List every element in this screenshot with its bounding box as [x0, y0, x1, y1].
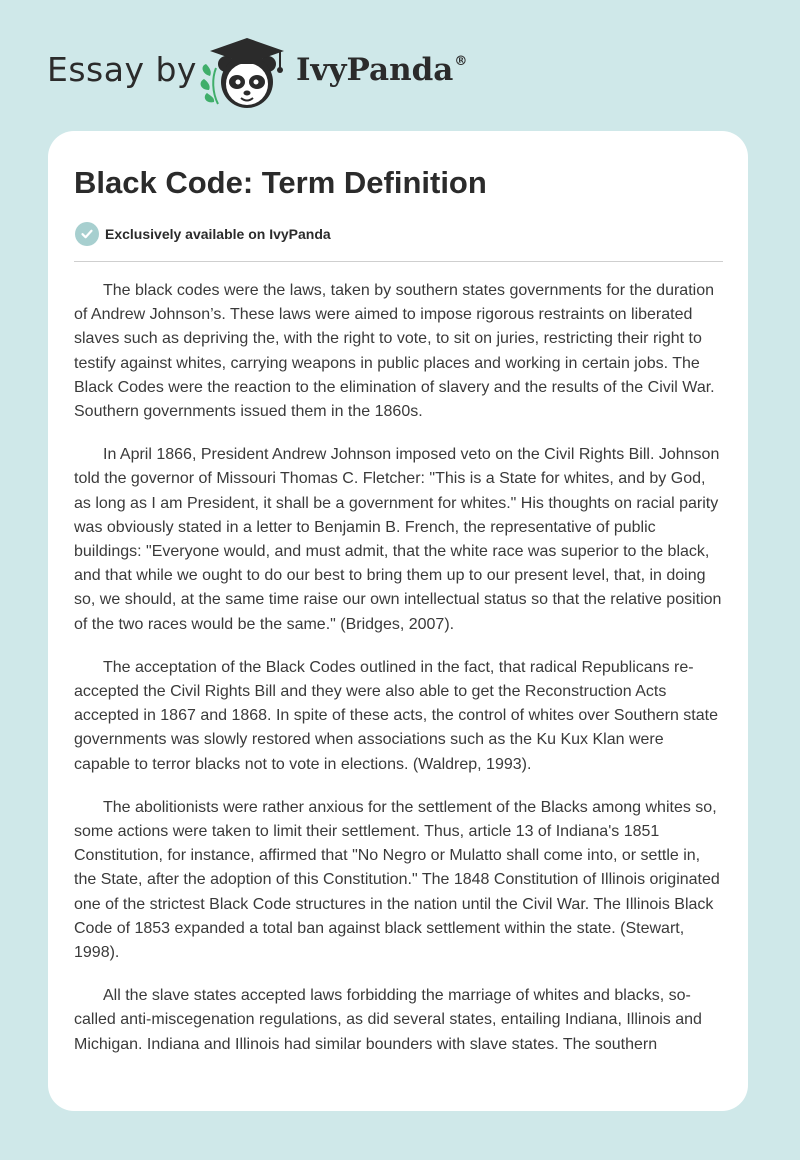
essay-card — [48, 131, 748, 1111]
trademark-symbol: ® — [454, 54, 468, 69]
title-divider — [74, 261, 723, 262]
check-circle-icon — [75, 222, 99, 246]
exclusive-badge-label: Exclusively available on IvyPanda — [105, 226, 331, 242]
page-title: Black Code: Term Definition — [74, 165, 487, 200]
essay-by-label: Essay by — [47, 50, 197, 89]
essay-body — [74, 279, 724, 1076]
paragraph: The acceptation of the Black Codes outlined in the fact, that radical Republicans re-accepted the Civil Rights Bill and they were also able to get the Reconstruction Acts accepted in 1867 and 1868. In spite of these acts, the control of whites over Southern state governments was slowly restored when associations such as the Ku Kux Klan were capable to terror blacks not to vote in elections. (Waldrep, 1993). — [74, 658, 718, 773]
paragraph: In April 1866, President Andrew Johnson imposed veto on the Civil Rights Bill. Johnson told the governor of Missouri Thomas C. Fletcher: "This is a State for whites, and by God, as long as I am President, it shall be a government for whites." His thoughts on racial parity was obviously stated in a letter to Benjamin B. French, the representative of public buildings: "Everyone would, and must admit, that the white race was superior to the black, and that while we ought to do our best to bring them up to our present level, that, in doing so, we should, at the same time raise our own intellectual status so that the relative position of the two races would be the same." (Bridges, 2007). — [74, 446, 722, 633]
paragraph: The black codes were the laws, taken by southern states governments for the duration of Andrew Johnson’s. These laws were aimed to impose rigorous restraints on liberated slaves such as depriving the, with the right to vote, to sit on juries, restricting their right to testify against whites, carrying weapons in public places and working in certain jobs. The Black Codes were the reaction to the elimination of slavery and the results of the Civil War. Southern governments issued them in the 1860s. — [74, 282, 715, 421]
panda-graduate-icon[interactable] — [196, 34, 292, 112]
paragraph: All the slave states accepted laws forbidding the marriage of whites and blacks, so-called anti-miscegenation regulations, as did several states, entailing Indiana, Illinois and Michigan. Indiana and Illinois had similar bounders with slave states. The southern — [74, 987, 702, 1053]
brand-name: IvyPanda — [296, 52, 454, 88]
brand-logo-text[interactable] — [296, 52, 467, 88]
exclusive-badge — [75, 222, 331, 246]
site-header — [0, 0, 800, 130]
paragraph: The abolitionists were rather anxious for the settlement of the Blacks among whites so, some actions were taken to limit their settlement. Thus, article 13 of Indiana's 1851 Constitution, for instance, affirmed that "No Negro or Mulatto shall come into, or settle in, the State, after the adoption of this Constitution." The 1848 Constitution of Illinois originated one of the strictest Black Code structures in the nation until the Civil War. The Illinois Black Code of 1853 expanded a total ban against black settlement within the state. (Stewart, 1998). — [74, 798, 720, 962]
